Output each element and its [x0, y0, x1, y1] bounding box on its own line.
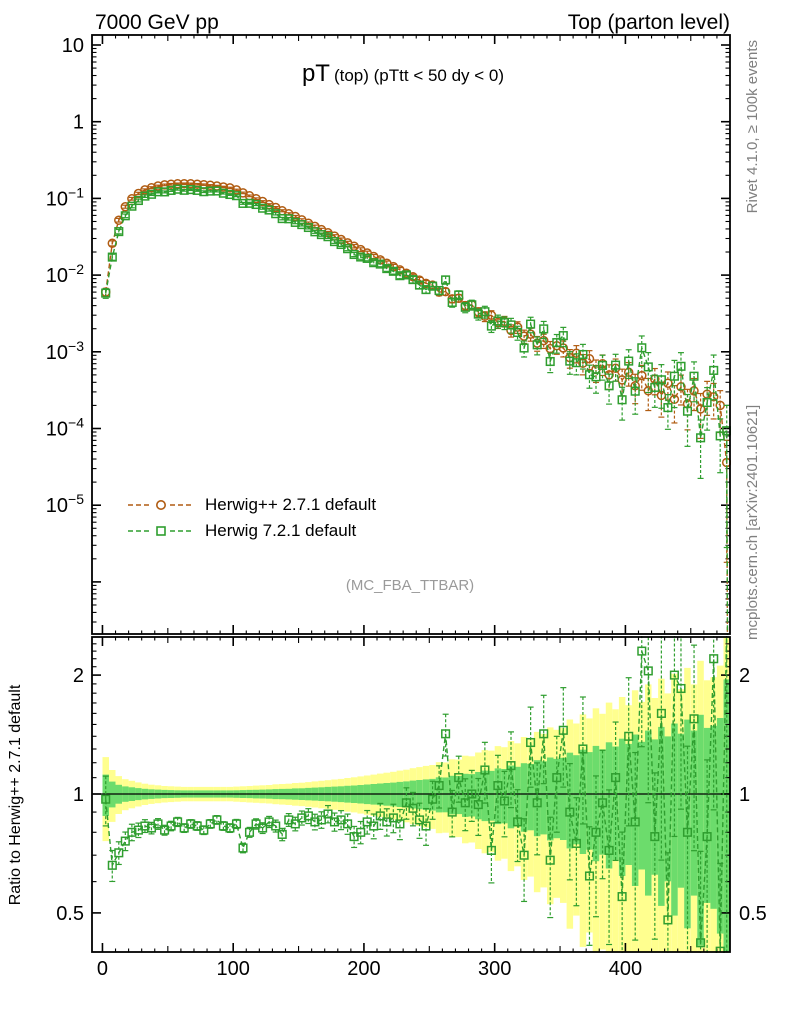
beam-energy-label: 7000 GeV pp — [95, 11, 219, 34]
observable-title — [143, 60, 663, 88]
svg-text:1: 1 — [72, 111, 84, 134]
svg-text:1: 1 — [739, 784, 751, 806]
herwigpp-legend-swatch — [126, 496, 196, 514]
legend-label-herwig7: Herwig 7.2.1 default — [205, 521, 357, 540]
main-panel-frame — [92, 35, 730, 634]
svg-text:10−2: $10^{-2}$ — [45, 261, 84, 288]
legend — [126, 492, 376, 544]
observable-title-cuts: (top) (pTtt < 50 dy < 0) — [333, 66, 505, 85]
svg-text:400: 400 — [608, 958, 643, 980]
svg-text:2: 2 — [739, 665, 751, 688]
svg-text:10−1: $10^{-1}$ — [45, 184, 84, 211]
svg-text:1: 1 — [72, 784, 84, 806]
svg-text:10−4: $10^{-4}$ — [45, 414, 84, 441]
ratio-axis-label: Ratio to Herwig++ 2.7.1 default — [7, 684, 24, 906]
svg-text:10−3: $10^{-3}$ — [45, 337, 84, 364]
herwig7-legend-swatch — [126, 522, 196, 540]
legend-item-herwigpp — [126, 492, 376, 518]
svg-text:200: 200 — [347, 958, 381, 980]
svg-text:0.5: 0.5 — [56, 902, 84, 925]
analysis-watermark: (MC_FBA_TTBAR) — [345, 577, 475, 594]
mcplots-note: mcplots.cern.ch [arXiv:2401.10621] — [744, 404, 761, 640]
legend-item-herwig7 — [126, 518, 376, 544]
process-label: Top (parton level) — [567, 11, 730, 34]
svg-text:0: 0 — [96, 958, 109, 980]
svg-text:0.5: 0.5 — [739, 902, 767, 925]
legend-label-herwigpp: Herwig++ 2.7.1 default — [205, 495, 377, 514]
rivet-version-note: Rivet 4.1.0, ≥ 100k events — [744, 40, 761, 214]
svg-text:300: 300 — [477, 958, 512, 980]
svg-text:10: 10 — [61, 35, 84, 57]
svg-text:2: 2 — [72, 665, 84, 688]
svg-text:10−5: $10^{-5}$ — [45, 491, 84, 518]
observable-title-main: pT — [301, 60, 330, 87]
svg-text:100: 100 — [216, 958, 250, 980]
